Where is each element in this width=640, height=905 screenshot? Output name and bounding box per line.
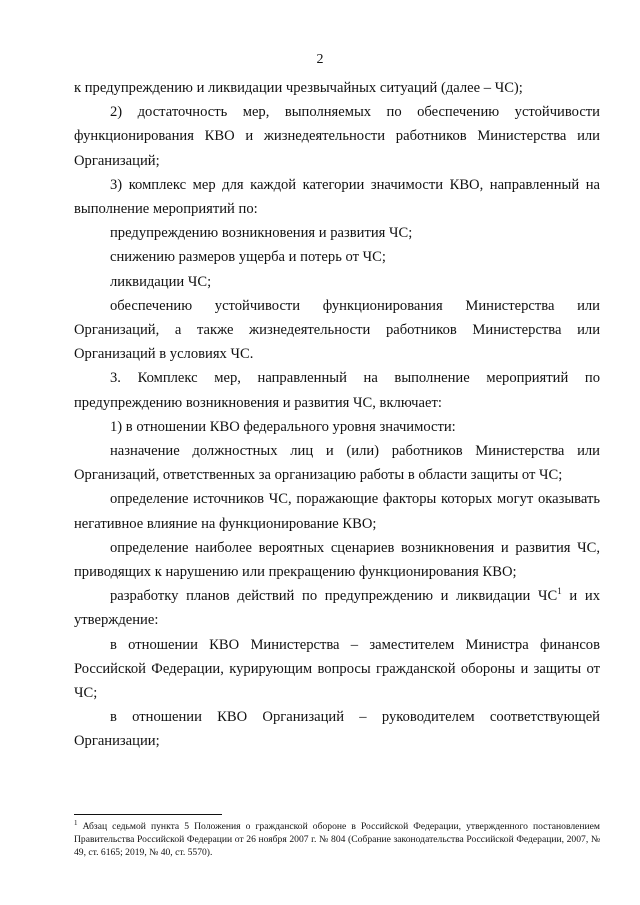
paragraph: в отношении КВО Министерства – заместителем Министра финансов Российской Федерации, курирующим вопросы гражданской обороны и защиты от ЧС; [74,636,600,702]
paragraph: 3. Комплекс мер, направленный на выполнение мероприятий по предупреждению возникновения и развития ЧС, включает: [74,370,600,411]
paragraph: ликвидации ЧС; [110,273,212,290]
paragraph: к предупреждению и ликвидации чрезвычайных ситуаций (далее – ЧС); [74,80,523,96]
paragraph: 3) комплекс мер для каждой категории значимости КВО, направленный на выполнение мероприятий по: [74,176,600,218]
paragraph: предупреждению возникновения и развития ЧС; [110,225,413,242]
paragraph-with-footnote [74,584,600,632]
paragraph: определение наиболее вероятных сценариев возникновения и развития ЧС, приводящих к нарушению или прекращению функционирования КВО; [74,539,600,581]
paragraph: в отношении КВО Организаций – руководителем соответствующей Организации; [74,709,600,750]
paragraph: обеспечению устойчивости функционирования Министерства или Организаций, а также жизнедеятельности работников Министерства или Организаций в условиях ЧС. [74,297,600,363]
paragraph: снижению размеров ущерба и потерь от ЧС; [110,249,386,266]
paragraph: 2) достаточность мер, выполняемых по обеспечению устойчивости функционирования КВО и жизнедеятельности работников Министерства или Организаций; [74,104,600,169]
page-number: 2 [316,52,324,67]
footnote-reference: 1 [557,586,562,597]
footnote-text: Абзац седьмой пункта 5 Положения о гражданской обороне в Российской Федерации, утвержденного постановлением Правительства Российской Федерации от 26 ноября 2007 г. № 804 (Собрание законодательства Российской Федерации, 2007, № 49, ст. 6165; 2019, № 40, ст. 5570). [74,821,600,858]
document-body [74,76,600,754]
paragraph-text: разработку планов действий по предупреждению и ликвидации ЧС [110,588,558,605]
footnote-marker: 1 [74,818,78,827]
footnote-divider [74,814,222,815]
paragraph: определение источников ЧС, поражающие факторы которых могут оказывать негативное влияние на функционирование КВО; [74,491,600,532]
paragraph: 1) в отношении КВО федерального уровня значимости: [110,418,456,435]
footnote [74,820,600,859]
paragraph-text-after: и их утверждение: [74,588,600,629]
paragraph: назначение должностных лиц и (или) работников Министерства или Организаций, ответственных за организацию работы в области защиты от ЧС; [74,443,600,484]
